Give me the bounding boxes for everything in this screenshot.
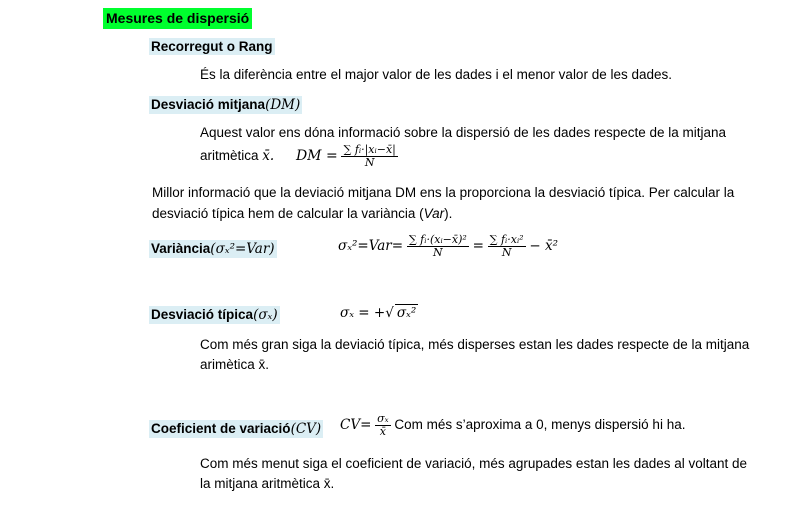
var-formula bbox=[338, 234, 558, 259]
dm-text-aritmetica: aritmètica bbox=[200, 148, 259, 164]
page-title: Mesures de dispersió bbox=[103, 8, 252, 29]
sd-text-line2: arimètica x̄. bbox=[200, 357, 270, 372]
dm-formula-lhs: DM = bbox=[295, 148, 338, 165]
var-formula-eq: = bbox=[472, 238, 484, 255]
sd-formula-lhs: σₓ = + bbox=[340, 305, 386, 321]
intro-line2 bbox=[152, 206, 452, 221]
sd-formula bbox=[340, 304, 418, 321]
intro-line2-pre: desviació típica hem de calcular la variància ( bbox=[152, 206, 424, 221]
dm-formula-fraction bbox=[341, 144, 397, 169]
cv-text-line2: la mitjana aritmètica x̄. bbox=[200, 476, 335, 491]
dm-formula-denominator: N bbox=[364, 156, 375, 169]
cv-fraction bbox=[375, 413, 390, 438]
cv-note: Com més s’aproxima a 0, menys dispersió hi ha. bbox=[394, 417, 686, 433]
var-formula-tail: − x̄² bbox=[529, 238, 559, 255]
var-fraction-2-num: ∑ fᵢ·xᵢ² bbox=[489, 233, 524, 246]
var-heading-label: Variància bbox=[151, 241, 211, 256]
intro-var: Var bbox=[423, 206, 445, 221]
sd-formula-radicand: σₓ² bbox=[396, 305, 417, 321]
cv-text-line1: Com més menut siga el coeficient de variació, més agrupades estan les dades al voltant de bbox=[200, 456, 748, 471]
cv-heading bbox=[149, 420, 323, 438]
intro-line1: Millor informació que la deviació mitjana DM ens la proporciona la desviació típica. Per calcular la bbox=[152, 185, 735, 200]
cv-formula-lhs: CV= bbox=[340, 417, 372, 434]
var-heading bbox=[149, 240, 277, 258]
var-fraction-1-num: ∑ fᵢ·(xᵢ−x̄)² bbox=[408, 233, 467, 246]
sd-text-line1: Com més gran siga la deviació típica, més disperses estan les dades respecte de la mitjana bbox=[200, 337, 750, 352]
cv-heading-symbol: (CV) bbox=[290, 421, 322, 437]
var-fraction-2-den: N bbox=[501, 246, 512, 259]
rang-heading: Recorregut o Rang bbox=[151, 39, 273, 54]
cv-heading-label: Coeficient de variació bbox=[151, 421, 291, 436]
var-fraction-2 bbox=[488, 234, 526, 259]
var-fraction-1-den: N bbox=[433, 246, 443, 259]
sd-heading-label: Desviació típica bbox=[151, 307, 254, 322]
cv-fraction-den: x̄ bbox=[379, 425, 386, 438]
var-fraction-1 bbox=[407, 234, 469, 259]
var-formula-lhs: σₓ²=Var= bbox=[338, 238, 404, 255]
cv-fraction-num: σₓ bbox=[377, 412, 389, 425]
sd-heading bbox=[149, 306, 280, 324]
dm-xbar: x̄. bbox=[262, 148, 275, 165]
dm-text-line2 bbox=[200, 144, 398, 169]
sqrt-icon: √ bbox=[385, 305, 394, 321]
dm-heading-label: Desviació mitjana bbox=[151, 97, 266, 112]
var-heading-symbol: (σₓ²=Var) bbox=[210, 241, 275, 257]
dm-heading-symbol: (DM) bbox=[265, 97, 301, 113]
sd-heading-symbol: (σₓ) bbox=[253, 307, 278, 323]
dm-heading bbox=[149, 96, 302, 114]
dm-formula-numerator: ∑ fᵢ·|xᵢ−x̄| bbox=[343, 143, 396, 156]
rang-text: És la diferència entre el major valor de les dades i el menor valor de les dades. bbox=[200, 67, 672, 82]
dm-text-line1: Aquest valor ens dóna informació sobre la dispersió de les dades respecte de la mitjana bbox=[200, 125, 727, 140]
intro-line2-post: ). bbox=[444, 206, 453, 221]
cv-formula bbox=[340, 413, 685, 438]
